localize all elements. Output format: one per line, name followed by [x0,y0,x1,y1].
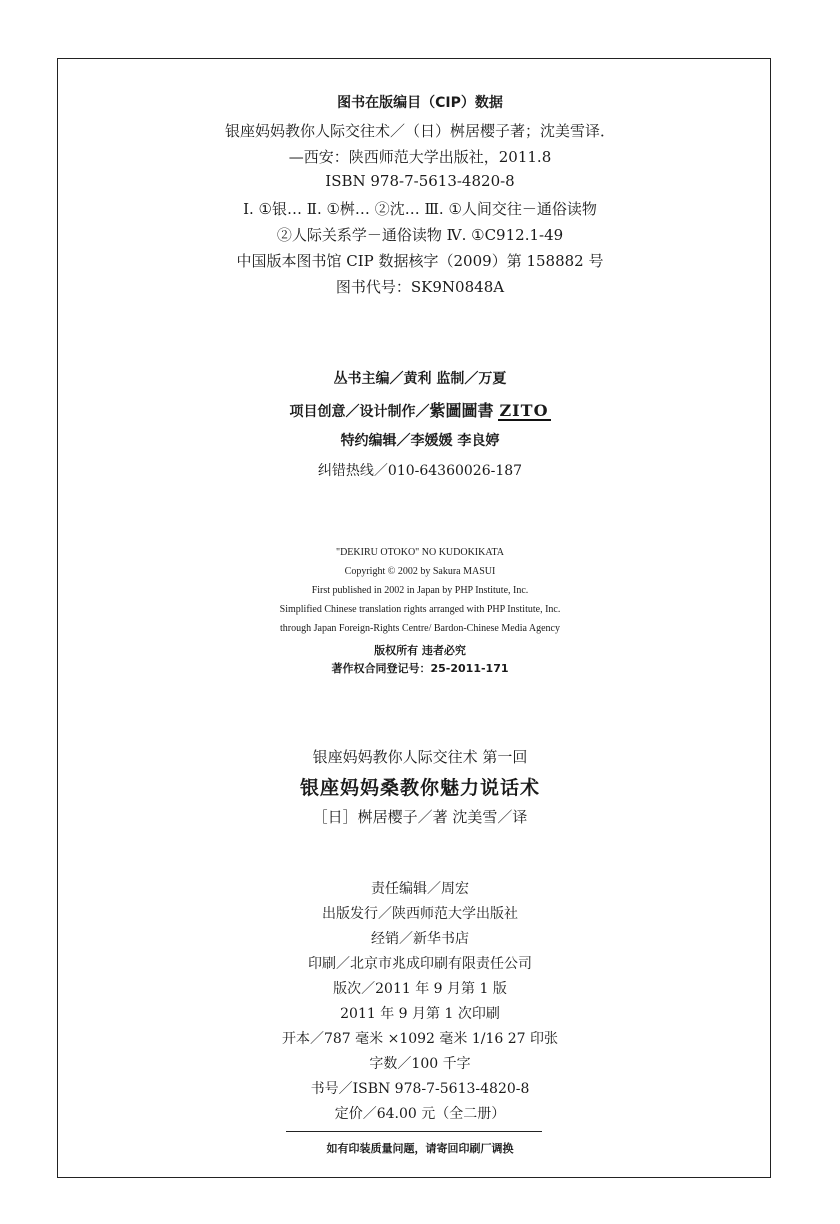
format: 开本／787 毫米 ×1092 毫米 1/16 27 印张 [281,1031,559,1047]
isbn: 书号／ISBN 978-7-5613-4820-8 [310,1081,530,1097]
printer: 印刷／北京市兆成印刷有限责任公司 [308,956,532,972]
special-editors: 特约编辑／李媛媛 李良婷 [340,433,500,449]
first-published: First published in 2002 in Japan by PHP Institute, Inc. [311,585,529,596]
copyright-notice: Copyright © 2002 by Sakura MASUI [344,566,496,577]
cip-line: Ⅰ. ①银… Ⅱ. ①桝… ②沈… Ⅲ. ①人间交往－通俗读物 [243,200,597,218]
cip-line: 中国版本图书馆 CIP 数据核字（2009）第 158882 号 [236,252,604,270]
cip-title: 图书在版编目（CIP）数据 [337,95,503,111]
distributor: 经销／新华书店 [371,931,469,947]
responsible-editor: 责任编辑／周宏 [371,881,469,897]
zito-brand-name: 紫圖圖書 [429,401,494,420]
cip-isbn: ISBN 978-7-5613-4820-8 [325,172,515,190]
edition: 版次／2011 年 9 月第 1 版 [333,981,507,997]
translation-rights: Simplified Chinese translation rights arranged with PHP Institute, Inc. [279,604,561,615]
cip-line: 银座妈妈教你人际交往术／（日）桝居樱子著；沈美雪译． [224,122,615,140]
original-title: "DEKIRU OTOKO" NO KUDOKIKATA [336,547,504,558]
word-count: 字数／100 千字 [369,1056,471,1072]
cip-book-code: 图书代号：SK9N0848A [335,278,505,296]
quality-notice: 如有印装质量问题，请寄回印刷厂调换 [326,1142,514,1155]
all-rights-reserved: 版权所有 违者必究 [374,644,466,657]
design-credit-label: 项目创意／设计制作／ [289,404,430,420]
book-title: 银座妈妈桑教你魅力说话术 [299,777,540,799]
divider [286,1131,542,1132]
series-title: 银座妈妈教你人际交往术 第一回 [312,748,528,766]
error-hotline: 纠错热线／010-64360026-187 [317,463,523,479]
printing: 2011 年 9 月第 1 次印刷 [340,1006,500,1022]
zito-logo: ZITO [499,401,549,420]
price: 定价／64.00 元（全二册） [334,1106,506,1122]
rights-agency: through Japan Foreign-Rights Centre/ Bardon-Chinese Media Agency [280,623,560,634]
publisher: 出版发行／陕西师范大学出版社 [322,906,518,922]
cip-line: —西安：陕西师范大学出版社，2011.8 [288,148,552,166]
cip-line: ②人际关系学－通俗读物 Ⅳ. ①C912.1-49 [276,226,564,244]
copyright-contract-number: 著作权合同登记号：25-2011-171 [331,662,509,675]
book-authors: ［日］桝居樱子／著 沈美雪／译 [312,808,528,826]
design-credit [0,398,840,421]
series-editor: 丛书主编／黄利 监制／万夏 [333,371,507,387]
